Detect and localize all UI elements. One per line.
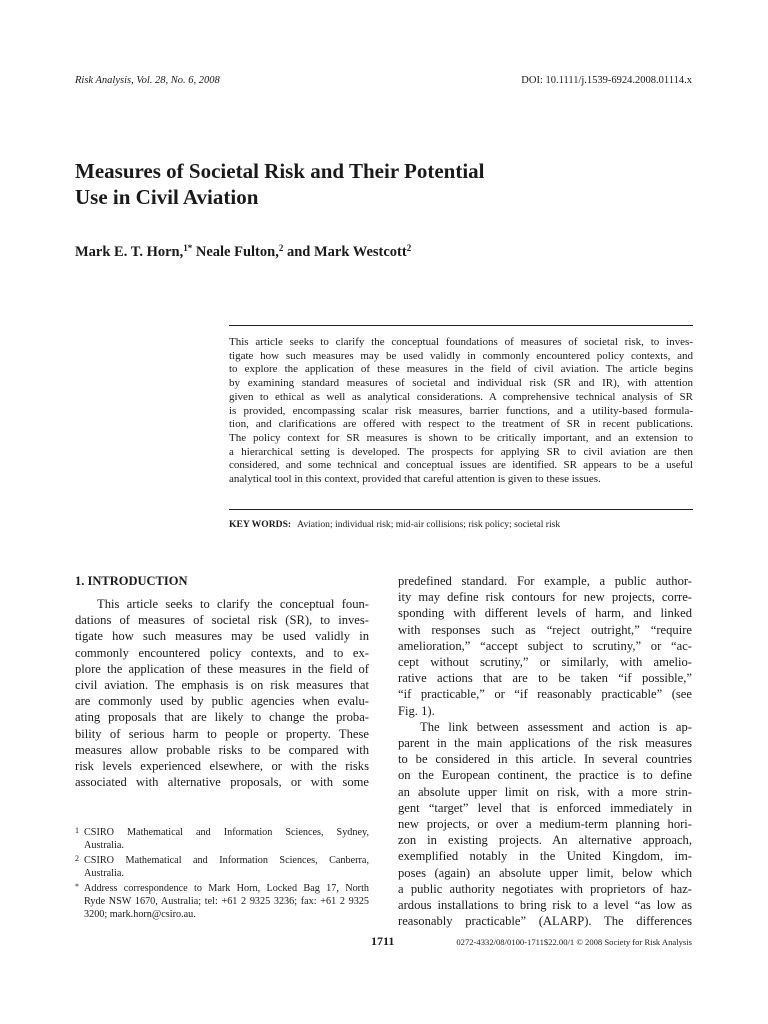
- right-column: [398, 573, 692, 929]
- body-line: cept without scrutiny,” or similarly, with amelio-: [398, 655, 692, 670]
- abstract-line: analytical tool in this context, provided that careful attention is given to these issues.: [229, 473, 601, 486]
- keywords: [229, 519, 560, 530]
- keywords-text: Aviation; individual risk; mid-air collisions; risk policy; societal risk: [297, 519, 561, 530]
- title-line-2: Use in Civil Aviation: [75, 185, 259, 209]
- body-line: to be considered in this article. In several countries: [398, 752, 692, 767]
- body-line: parent in the main applications of the risk measures: [398, 736, 692, 751]
- abstract-line: given to ethical as well as analytical considerations. A comprehensive technical analysis of SR: [229, 390, 693, 403]
- footnote-line: Address correspondence to Mark Horn, Locked Bag 17, North: [84, 883, 369, 894]
- article-title: [75, 158, 635, 210]
- keywords-label: KEY WORDS:: [229, 519, 292, 530]
- body-line: new projects, or over a medium-term planning hori-: [398, 817, 692, 832]
- abstract-line: is provided, encompassing scalar risk measures, barrier functions, and a utility-based formula-: [229, 404, 693, 417]
- footnote-line: 3200; mark.horn@csiro.au.: [84, 909, 196, 920]
- abstract-line: The policy context for SR measures is shown to be critically important, and an extension to: [229, 431, 693, 444]
- footnote-line: Australia.: [84, 868, 124, 879]
- body-line: Fig. 1).: [398, 703, 435, 718]
- body-line: a public authority negotiates with proprietors of haz-: [398, 881, 692, 896]
- body-line: sponding with different levels of harm, and linked: [398, 606, 692, 621]
- author-name: and Mark Westcott: [283, 244, 407, 260]
- body-line: predefined standard. For example, a public author-: [398, 574, 692, 588]
- abstract-line: considered, and some technical and conceptual issues are identified. SR appears to be a useful: [229, 459, 693, 472]
- footnote-line: CSIRO Mathematical and Information Sciences, Canberra,: [84, 855, 369, 866]
- body-line: poses (again) an absolute upper limit, below which: [398, 865, 692, 880]
- abstract-line: to explore the application of these measures in the field of civil aviation. The article begins: [229, 363, 693, 376]
- abstract-bottom-rule: [229, 509, 693, 510]
- footnote: [75, 854, 369, 880]
- body-line: dations of measures of societal risk (SR), to inves-: [75, 613, 369, 628]
- body-line: associated with alternative proposals, or with some: [75, 775, 369, 790]
- footnotes: [75, 826, 369, 923]
- copyright-notice: 0272-4332/08/0100-1711$22.00/1 © 2008 Society for Risk Analysis: [456, 937, 692, 947]
- body-line: bility of serious harm to people or property. These: [75, 726, 369, 741]
- body-line: are commonly used by public agencies when evalu-: [75, 694, 369, 709]
- footnote-mark: *: [75, 882, 79, 891]
- footnote-mark: 1: [75, 826, 79, 835]
- body-line: “if practicable,” or “if reasonably practicable” (see: [398, 687, 692, 702]
- title-line-1: Measures of Societal Risk and Their Potential: [75, 159, 485, 183]
- body-line: with responses such as “reject outright,” “require: [398, 622, 692, 637]
- body-line: civil aviation. The emphasis is on risk measures that: [75, 678, 369, 693]
- left-column: [75, 573, 369, 790]
- footnote-line: CSIRO Mathematical and Information Sciences, Sydney,: [84, 827, 369, 838]
- author-affiliation-mark: 2: [406, 243, 412, 253]
- body-line: risk levels experienced elsewhere, or with the risks: [75, 759, 369, 774]
- body-line: plore the application of these measures in the field of: [75, 661, 369, 676]
- footnote: [75, 882, 369, 921]
- abstract-line: tigate how such measures may be used validly in commonly encountered policy contexts, and: [229, 349, 693, 362]
- body-line: This article seeks to clarify the conceptual foun-: [97, 597, 369, 611]
- body-line: amelioration,” “accept subject to scrutiny,” or “ac-: [398, 638, 692, 653]
- footnote-line: Ryde NSW 1670, Australia; tel: +61 2 9325 3236; fax: +61 2 9325: [84, 896, 369, 907]
- abstract: [229, 336, 693, 487]
- body-line: an absolute upper limit on risk, with a more strin-: [398, 784, 692, 799]
- body-line: ity may define risk contours for new projects, corre-: [398, 590, 692, 605]
- abstract-line: a hierarchical setting is developed. The prospects for applying SR to civil aviation are then: [229, 445, 693, 458]
- footnote-line: Australia.: [84, 840, 124, 851]
- abstract-line: by examining standard measures of societal and individual risk (SR and IR), with attention: [229, 377, 693, 390]
- body-line: rative actions that are to be taken “if possible,”: [398, 671, 692, 686]
- footnote: [75, 826, 369, 852]
- section-heading: 1. INTRODUCTION: [75, 574, 188, 588]
- abstract-line: This article seeks to clarify the conceptual foundations of measures of societal risk, to inves-: [229, 336, 693, 348]
- abstract-line: tion, and clarifications are offered with respect to the treatment of SR in recent publications.: [229, 418, 693, 431]
- body-line: ardous installations to bring risk to a level “as low as: [398, 898, 692, 913]
- body-line: reasonably practicable” (ALARP). The differences: [398, 914, 692, 929]
- abstract-top-rule: [229, 325, 693, 326]
- body-line: zon in existing projects. An alternative approach,: [398, 833, 692, 848]
- footnote-mark: 2: [75, 854, 79, 863]
- author-name: Mark E. T. Horn,: [75, 244, 184, 260]
- body-line: ating proposals that are likely to change the proba-: [75, 710, 369, 725]
- body-line: measures allow probable risks to be compared with: [75, 742, 369, 757]
- body-line: tigate how such measures may be used validly in: [75, 629, 369, 644]
- author-name: Neale Fulton,: [192, 244, 279, 260]
- author-list: [75, 244, 411, 261]
- author-affiliation-mark: 1*: [183, 243, 193, 253]
- page-number: 1711: [371, 934, 395, 948]
- author-affiliation-mark: 2: [278, 243, 284, 253]
- journal-citation: Risk Analysis, Vol. 28, No. 6, 2008: [75, 75, 220, 86]
- body-line: exemplified notably in the United Kingdom, im-: [398, 849, 692, 864]
- body-line: gent “target” level that is enforced immediately in: [398, 800, 692, 815]
- body-line: on the European continent, the practice is to define: [398, 768, 692, 783]
- body-line: The link between assessment and action is ap-: [420, 719, 692, 734]
- doi-text: DOI: 10.1111/j.1539-6924.2008.01114.x: [521, 75, 692, 86]
- body-line: commonly encountered policy contexts, and to ex-: [75, 645, 369, 660]
